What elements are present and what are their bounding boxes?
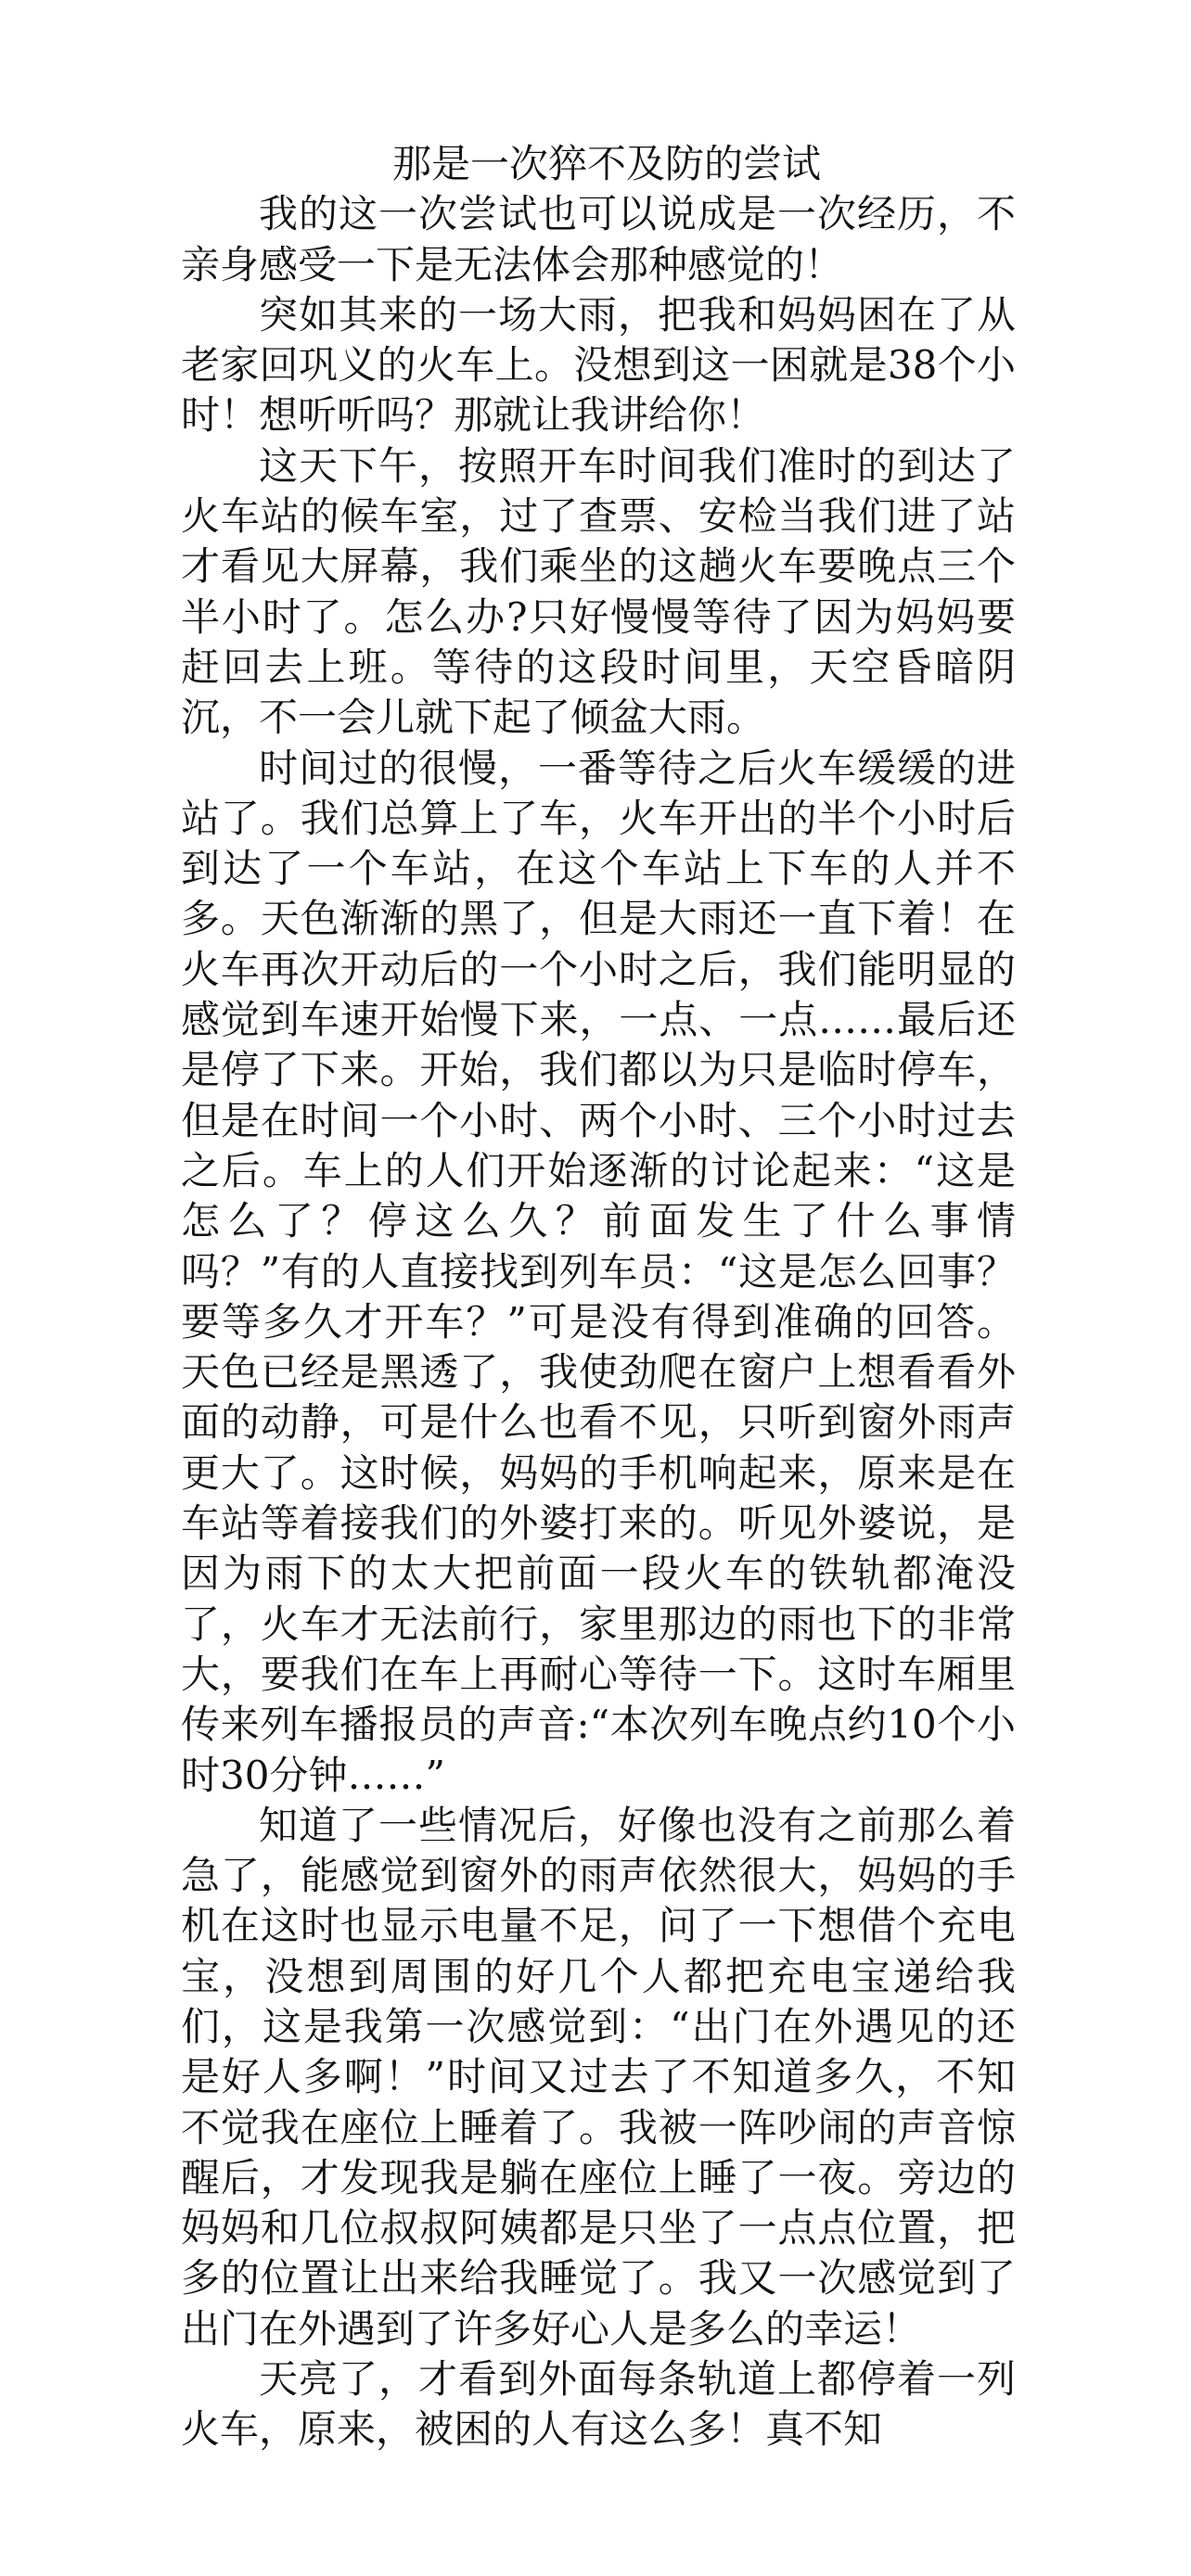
paragraph-4: 时间过的很慢，一番等待之后火车缓缓的进站了。我们总算上了车，火车开出的半个小时后到达了一个车站，在这个车站上下车的人并不多。天色渐渐的黑了，但是大雨还一直下着！在火车再次开动后的一个小时之后，我们能明显的感觉到车速开始慢下来，一点、一点……最后还是停了下来。开始，我们都以为只是临时停车，但是在时间一个小时、两个小时、三个小时过去之后。车上的人们开始逐渐的讨论起来：“这是怎么了？停这么久？前面发生了什么事情吗？”有的人直接找到列车员：“这是怎么回事？要等多久才开车？”可是没有得到准确的回答。天色已经是黑透了，我使劲爬在窗户上想看看外面的动静，可是什么也看不见，只听到窗外雨声更大了。这时候，妈妈的手机响起来，原来是在车站等着接我们的外婆打来的。听见外婆说，是因为雨下的太大把前面一段火车的铁轨都淹没了，火车才无法前行，家里那边的雨也下的非常大，要我们在车上再耐心等待一下。这时车厢里传来列车播报员的声音:“本次列车晚点约10个小时30分钟……” bbox=[181, 745, 1016, 1798]
paragraph-2: 突如其来的一场大雨，把我和妈妈困在了从老家回巩义的火车上。没想到这一困就是38个小时！想听听吗？那就让我讲给你！ bbox=[181, 291, 1016, 439]
paragraph-3: 这天下午，按照开车时间我们准时的到达了火车站的候车室，过了查票、安检当我们进了站才看见大屏幕，我们乘坐的这趟火车要晚点三个半小时了。怎么办?只好慢慢等待了因为妈妈要赶回去上班。等待的这段时间里，天空昏暗阴沉，不一会儿就下起了倾盆大雨。 bbox=[181, 442, 1016, 741]
document-page bbox=[181, 139, 1016, 2455]
paragraph-1: 我的这一次尝试也可以说成是一次经历，不亲身感受一下是无法体会那种感觉的！ bbox=[181, 191, 1016, 287]
paragraph-6: 天亮了，才看到外面每条轨道上都停着一列火车，原来，被困的人有这么多！真不知 bbox=[181, 2356, 1016, 2453]
document-title: 那是一次猝不及防的尝试 bbox=[391, 141, 821, 186]
paragraph-5: 知道了一些情况后，好像也没有之前那么着急了，能感觉到窗外的雨声依然很大，妈妈的手机在这时也显示电量不足，问了一下想借个充电宝，没想到周围的好几个人都把充电宝递给我们，这是我第一次感觉到：“出门在外遇见的还是好人多啊！”时间又过去了不知道多久，不知不觉我在座位上睡着了。我被一阵吵闹的声音惊醒后，才发现我是躺在座位上睡了一夜。旁边的妈妈和几位叔叔阿姨都是只坐了一点点位置，把多的位置让出来给我睡觉了。我又一次感觉到了出门在外遇到了许多好心人是多么的幸运！ bbox=[181, 1802, 1016, 2352]
